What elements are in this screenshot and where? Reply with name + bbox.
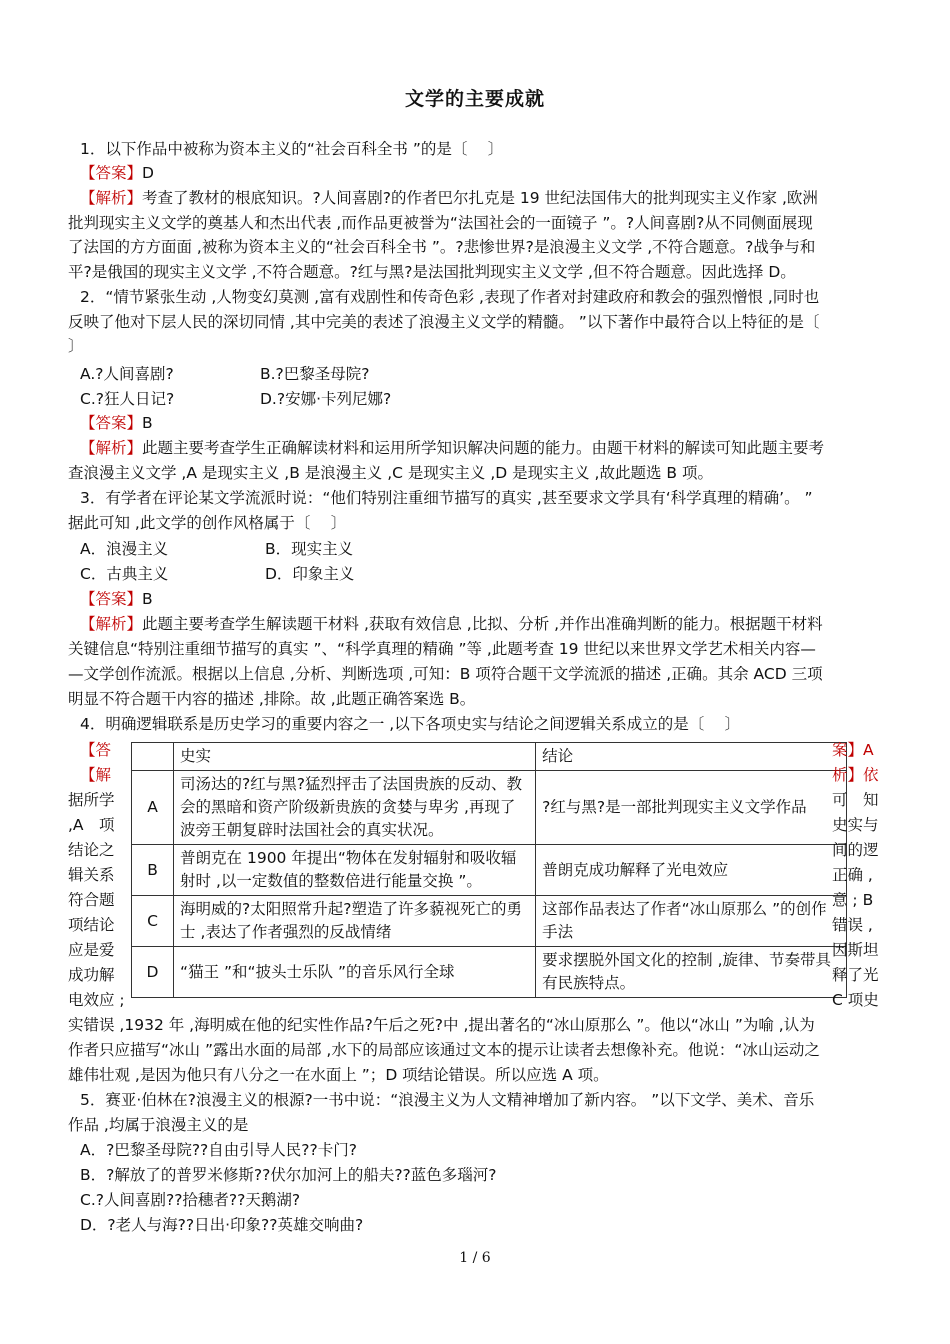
page-number: 1 / 6 xyxy=(459,1250,491,1266)
question-3-analysis-line: —文学创作流派。根据以上信息 ,分析、判断选项 ,可知：B 项符合题干文学流派的描述 ,正确。其余 ACD 三项 xyxy=(68,665,823,683)
row-conclusion: ?红与黑?是一部批判现实主义文学作品 xyxy=(536,771,847,845)
side-text: 正确 , xyxy=(832,866,873,884)
question-3-analysis-line xyxy=(80,612,896,637)
question-3-stem-line: 据此可知 ,此文学的创作风格属于〔 〕 xyxy=(68,514,347,532)
question-4-analysis-line: 实错误 ,1932 年 ,海明威在他的纪实性作品?午后之死?中 ,提出著名的“冰山原那么 ”。他以“冰山 ”为喻 ,认为 xyxy=(68,1016,815,1034)
question-1-answer xyxy=(80,161,896,186)
table-header-conclusion: 结论 xyxy=(536,743,847,771)
question-1-analysis-line: 批判现实主义文学的奠基人和杰出代表 ,而作品更被誉为“法国社会的一面镜子 ”。?人间喜剧?从不同侧面展现 xyxy=(68,214,813,232)
side-text: 应是爱 xyxy=(68,941,115,959)
row-fact: 司汤达的?红与黑?猛烈抨击了法国贵族的反动、教会的黑暗和资产阶级新贵族的贪婪与卑劣 ,再现了波旁王朝复辟时法国社会的真实状况。 xyxy=(174,771,536,845)
answer-label: 【答案】 xyxy=(80,590,143,608)
row-conclusion: 要求摆脱外国文化的控制 ,旋律、节奏带具有民族特点。 xyxy=(536,947,847,998)
row-fact: 海明威的?太阳照常升起?塑造了许多藐视死亡的勇士 ,表达了作者强烈的反战情绪 xyxy=(174,896,536,947)
question-3-analysis-line: 关键信息“特别注重细节描写的真实 ”、“科学真理的精确 ”等 ,此题考查 19 世纪以来世界文学艺术相关内容— xyxy=(68,640,816,658)
row-conclusion: 普朗克成功解释了光电效应 xyxy=(536,845,847,896)
question-5-stem-line: 5．赛亚·伯林在?浪漫主义的根源?一书中说：“浪漫主义为人文精神增加了新内容。 ”以下文学、美术、音乐 xyxy=(80,1091,815,1109)
side-text: 成功解 xyxy=(68,966,115,984)
question-3-answer xyxy=(80,587,896,612)
answer-label: 【答案】 xyxy=(80,414,143,432)
row-letter: C xyxy=(132,896,174,947)
question-3-option-c: C．古典主义 xyxy=(80,565,169,583)
side-text: 错误 , xyxy=(832,916,873,934)
row-fact: 普朗克在 1900 年提出“物体在发射辐射和吸收辐射时 ,以一定数值的整数倍进行能量交换 ”。 xyxy=(174,845,536,896)
question-1-stem: 1．以下作品中被称为资本主义的“社会百科全书 ”的是〔 〕 xyxy=(80,140,504,158)
analysis-text: 此题主要考查学生正确解读材料和运用所学知识解决问题的能力。由题干材料的解读可知此题主要考 xyxy=(142,439,825,457)
row-letter: B xyxy=(132,845,174,896)
analysis-label: 【解析】 xyxy=(80,189,143,207)
question-1-analysis-line: 平?是俄国的现实主义文学 ,不符合题意。?红与黑?是法国批判现实主义文学 ,但不符合题意。因此选择 D。 xyxy=(68,263,796,281)
question-3-analysis-line: 明显不符合题干内容的描述 ,排除。故 ,此题正确答案选 B。 xyxy=(68,690,476,708)
table-row xyxy=(132,771,847,845)
question-2-option-b: B.?巴黎圣母院? xyxy=(260,365,370,383)
question-5-option-d: D．?老人与海??日出·印象??英雄交响曲? xyxy=(80,1216,364,1234)
side-text: 释了光 xyxy=(832,966,879,984)
side-text: 可 知 xyxy=(832,791,879,809)
side-text: 结论之 xyxy=(68,841,115,859)
table-header-fact: 史实 xyxy=(174,743,536,771)
analysis-label: 【解析】 xyxy=(80,439,143,457)
side-text: ,A 项 xyxy=(68,816,115,834)
question-2-option-c: C.?狂人日记? xyxy=(80,390,175,408)
table-row xyxy=(132,947,847,998)
question-1-analysis-line: 了法国的方方面面 ,被称为资本主义的“社会百科全书 ”。?悲惨世界?是浪漫主义文学 ,不符合题意。?战争与和 xyxy=(68,238,816,256)
side-text: 据所学 xyxy=(68,791,115,809)
side-text: 析】依 xyxy=(832,766,879,784)
row-conclusion: 这部作品表达了作者“冰山原那么 ”的创作手法 xyxy=(536,896,847,947)
question-4-analysis-line: 作者只应描写“冰山 ”露出水面的局部 ,水下的局部应该通过文本的提示让读者去想像补充。他说：“冰山运动之 xyxy=(68,1041,820,1059)
question-3-stem-line: 3．有学者在评论某文学流派时说：“他们特别注重细节描写的真实 ,甚至要求文学具有‘科学真理的精确’。 ” xyxy=(80,489,813,507)
side-text: 项结论 xyxy=(68,916,115,934)
side-text: 史实与 xyxy=(832,816,879,834)
side-text: 【答 xyxy=(80,741,112,759)
question-2-stem-line: 反映了他对下层人民的深切同情 ,其中完美的表述了浪漫主义文学的精髓。 ”以下著作中最符合以上特征的是〔 xyxy=(68,313,820,331)
analysis-text: 考查了教材的根底知识。?人间喜剧?的作者巴尔扎克是 19 世纪法国伟大的批判现实主义作家 ,欧洲 xyxy=(142,189,818,207)
answer-value: D xyxy=(142,164,154,182)
answer-value: B xyxy=(142,590,153,608)
question-1-analysis-line xyxy=(80,186,896,211)
question-2-answer xyxy=(80,411,896,436)
side-text: 辑关系 xyxy=(68,866,115,884)
question-2-stem-line: 2．“情节紧张生动 ,人物变幻莫测 ,富有戏剧性和传奇色彩 ,表现了作者对封建政府和教会的强烈憎恨 ,同时也 xyxy=(80,288,820,306)
answer-value: B xyxy=(142,414,153,432)
question-2-analysis-line xyxy=(80,436,896,461)
side-text: 符合题 xyxy=(68,891,115,909)
question-2-option-a: A.?人间喜剧? xyxy=(80,365,174,383)
question-4-stem: 4．明确逻辑联系是历史学习的重要内容之一 ,以下各项史实与结论之间逻辑关系成立的是〔 〕 xyxy=(80,715,741,733)
side-text: 案】A xyxy=(832,741,874,759)
question-4-analysis-line: 雄伟壮观 ,是因为他只有八分之一在水面上 ”；D 项结论错误。所以应选 A 项。 xyxy=(68,1066,609,1084)
question-5-option-b: B．?解放了的普罗米修斯??伏尔加河上的船夫??蓝色多瑙河? xyxy=(80,1166,497,1184)
side-text: 因斯坦 xyxy=(832,941,879,959)
question-5-option-c: C.?人间喜剧??拾穗者??天鹅湖? xyxy=(80,1191,301,1209)
table-header-row xyxy=(132,743,847,771)
question-5-option-a: A．?巴黎圣母院??自由引导人民??卡门? xyxy=(80,1141,357,1159)
side-text: 电效应 ; xyxy=(68,991,125,1009)
question-5-stem-line: 作品 ,均属于浪漫主义的是 xyxy=(68,1116,249,1134)
question-3-option-d: D．印象主义 xyxy=(265,565,355,583)
side-text: 间的逻 xyxy=(832,841,879,859)
answer-label: 【答案】 xyxy=(80,164,143,182)
question-4-table xyxy=(131,742,847,998)
row-fact: “猫王 ”和“披头士乐队 ”的音乐风行全球 xyxy=(174,947,536,998)
side-text: C 项史 xyxy=(832,991,879,1009)
analysis-label: 【解析】 xyxy=(80,615,143,633)
question-2-analysis-line: 查浪漫主义文学 ,A 是现实主义 ,B 是浪漫主义 ,C 是现实主义 ,D 是现实主义 ,故此题选 B 项。 xyxy=(68,464,713,482)
table-cell xyxy=(132,743,174,771)
table-row xyxy=(132,845,847,896)
row-letter: A xyxy=(132,771,174,845)
side-text: 【解 xyxy=(80,766,112,784)
page-title: 文学的主要成就 xyxy=(404,88,545,110)
question-3-option-a: A．浪漫主义 xyxy=(80,540,169,558)
question-2-option-d: D.?安娜·卡列尼娜? xyxy=(260,390,392,408)
row-letter: D xyxy=(132,947,174,998)
question-2-stem-line: 〕 xyxy=(68,337,84,355)
side-text: 意 ; B xyxy=(832,891,874,909)
question-3-option-b: B．现实主义 xyxy=(265,540,354,558)
analysis-text: 此题主要考查学生解读题干材料 ,获取有效信息 ,比拟、分析 ,并作出准确判断的能力。根据题干材料 xyxy=(142,615,823,633)
table-row xyxy=(132,896,847,947)
